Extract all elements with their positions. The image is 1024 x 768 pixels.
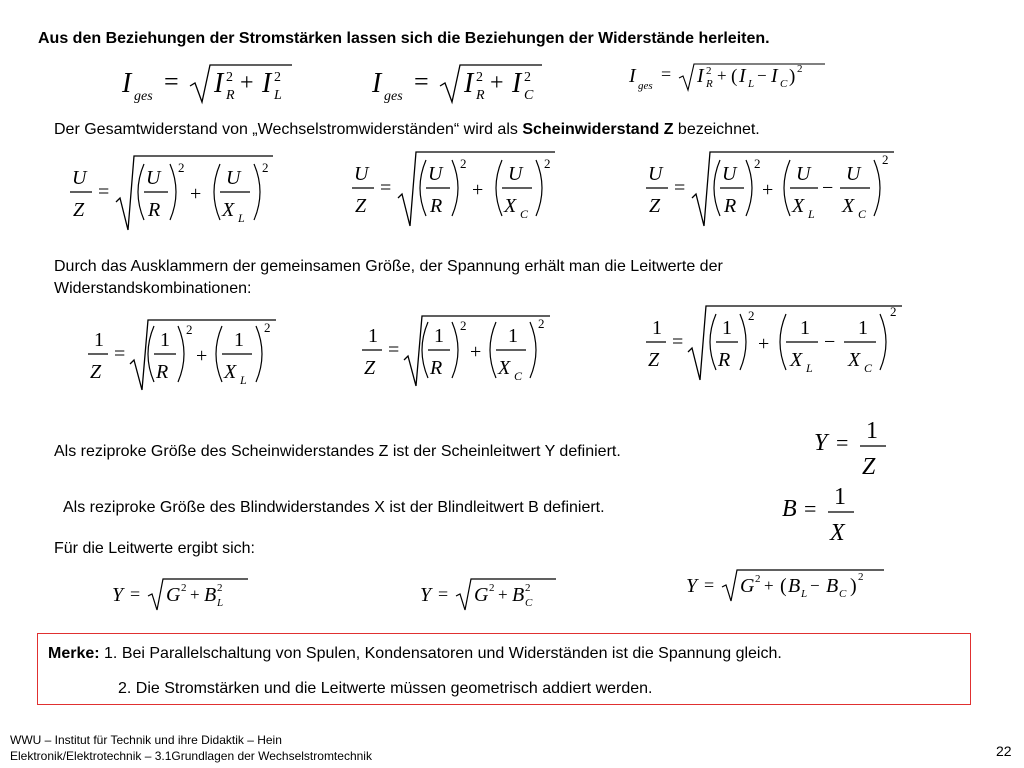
- svg-text:X: X: [790, 349, 803, 371]
- svg-text:1: 1: [160, 329, 170, 351]
- svg-text:C: C: [525, 597, 533, 609]
- svg-text:−: −: [757, 66, 767, 85]
- svg-text:1: 1: [858, 317, 868, 339]
- svg-text:U: U: [508, 163, 523, 185]
- svg-text:1: 1: [800, 317, 810, 339]
- svg-text:1: 1: [722, 317, 732, 339]
- footer-institute: WWU – Institut für Technik und ihre Didaktik – Hein: [10, 733, 282, 747]
- formula-y-glc: [684, 566, 894, 611]
- svg-text:1: 1: [234, 329, 244, 351]
- formula-admittance-rl: [86, 314, 286, 397]
- svg-text:I: I: [739, 65, 746, 87]
- svg-text:B: B: [782, 496, 797, 522]
- svg-text:=: =: [380, 177, 392, 199]
- svg-text:2: 2: [544, 156, 551, 171]
- merke-line1: [48, 644, 782, 664]
- svg-text:+: +: [472, 179, 484, 201]
- svg-text:Z: Z: [90, 361, 102, 383]
- svg-text:2: 2: [264, 320, 271, 335]
- svg-text:L: L: [238, 211, 245, 225]
- svg-text:U: U: [648, 163, 663, 185]
- svg-text:R: R: [476, 88, 485, 103]
- svg-text:Y: Y: [112, 584, 124, 606]
- svg-text:B: B: [788, 575, 801, 597]
- svg-text:G: G: [474, 584, 489, 606]
- svg-text:Z: Z: [355, 195, 367, 217]
- svg-text:1: 1: [434, 325, 444, 347]
- svg-text:B: B: [826, 575, 839, 597]
- svg-text:+: +: [764, 576, 774, 595]
- svg-text:2: 2: [797, 63, 803, 75]
- svg-text:C: C: [524, 88, 534, 103]
- svg-text:2: 2: [489, 582, 495, 594]
- svg-text:Z: Z: [364, 357, 376, 379]
- svg-text:2: 2: [538, 316, 545, 331]
- svg-text:+: +: [470, 341, 482, 363]
- svg-text:L: L: [217, 597, 224, 609]
- formula-current-rl: [120, 58, 300, 113]
- svg-text:L: L: [801, 588, 808, 600]
- svg-text:G: G: [166, 584, 181, 606]
- svg-text:C: C: [858, 207, 867, 221]
- svg-text:2: 2: [178, 160, 185, 175]
- svg-text:R: R: [430, 195, 443, 217]
- svg-text:U: U: [72, 167, 87, 189]
- svg-text:2: 2: [476, 70, 483, 85]
- svg-text:+: +: [240, 70, 254, 96]
- svg-text:U: U: [428, 163, 443, 185]
- svg-text:+: +: [196, 345, 208, 367]
- svg-text:I: I: [464, 68, 474, 99]
- svg-text:I: I: [697, 65, 704, 87]
- svg-text:2: 2: [460, 318, 467, 333]
- formula-y-definition: [812, 412, 892, 487]
- svg-text:I: I: [372, 68, 382, 99]
- leitwerte-paragraph-line2: Widerstandskombinationen:: [54, 280, 252, 297]
- svg-text:L: L: [748, 78, 755, 90]
- svg-text:L: L: [274, 88, 282, 103]
- svg-text:2: 2: [858, 571, 864, 583]
- svg-text:(: (: [780, 575, 787, 597]
- page-number: 22: [996, 743, 1012, 759]
- svg-text:L: L: [240, 373, 247, 387]
- svg-text:+: +: [717, 66, 727, 85]
- paragraph-text-end: bezeichnet.: [673, 121, 760, 138]
- svg-text:I: I: [629, 65, 636, 87]
- svg-text:B: B: [512, 584, 525, 606]
- svg-text:C: C: [514, 369, 523, 383]
- leitwerte-paragraph-line1: Durch das Ausklammern der gemeinsamen Größe, der Spannung erhält man die Leitwerte der: [54, 258, 723, 275]
- svg-text:1: 1: [866, 418, 878, 444]
- slide-heading: Aus den Beziehungen der Stromstärken lassen sich die Beziehungen der Widerstände herleiten.: [38, 30, 770, 47]
- merke-line2: 2. Die Stromstärken und die Leitwerte müssen geometrisch addiert werden.: [118, 680, 653, 697]
- svg-text:C: C: [864, 361, 873, 375]
- footer-course: Elektronik/Elektrotechnik – 3.1Grundlagen der Wechselstromtechnik: [10, 749, 372, 763]
- svg-text:=: =: [661, 64, 672, 84]
- svg-text:I: I: [262, 68, 272, 99]
- svg-text:=: =: [164, 67, 179, 96]
- svg-text:Y: Y: [814, 430, 828, 456]
- svg-text:=: =: [438, 584, 449, 604]
- svg-text:ges: ges: [384, 89, 403, 104]
- leitwerte-intro: Für die Leitwerte ergibt sich:: [54, 540, 255, 557]
- svg-text:I: I: [771, 65, 778, 87]
- formula-impedance-rl: [68, 150, 288, 237]
- svg-text:C: C: [520, 207, 529, 221]
- formula-y-gc: [418, 574, 568, 619]
- svg-text:1: 1: [94, 329, 104, 351]
- svg-text:G: G: [740, 575, 755, 597]
- svg-text:X: X: [842, 195, 855, 217]
- svg-text:+: +: [498, 585, 508, 604]
- svg-text:C: C: [780, 78, 788, 90]
- svg-text:1: 1: [652, 317, 662, 339]
- svg-text:R: R: [724, 195, 737, 217]
- svg-text:R: R: [430, 357, 443, 379]
- svg-text:R: R: [156, 361, 169, 383]
- svg-text:2: 2: [748, 308, 755, 323]
- formula-current-rlc: [627, 60, 837, 105]
- svg-text:+: +: [490, 70, 504, 96]
- scheinleitwert-paragraph: Als reziproke Größe des Scheinwiderstandes Z ist der Scheinleitwert Y definiert.: [54, 443, 621, 460]
- svg-text:ges: ges: [134, 89, 153, 104]
- svg-text:X: X: [224, 361, 237, 383]
- svg-text:Y: Y: [686, 575, 698, 597]
- svg-text:+: +: [190, 585, 200, 604]
- svg-text:U: U: [796, 163, 811, 185]
- formula-admittance-rc: [360, 310, 560, 393]
- svg-text:X: X: [830, 520, 845, 546]
- svg-text:+: +: [762, 179, 774, 201]
- svg-text:L: L: [806, 361, 813, 375]
- svg-text:−: −: [810, 576, 820, 595]
- svg-text:+: +: [190, 183, 202, 205]
- svg-text:=: =: [414, 67, 429, 96]
- svg-text:R: R: [148, 199, 161, 221]
- svg-text:2: 2: [524, 70, 531, 85]
- svg-text:=: =: [130, 584, 141, 604]
- svg-text:X: X: [792, 195, 805, 217]
- svg-text:X: X: [848, 349, 861, 371]
- svg-text:B: B: [204, 584, 217, 606]
- svg-text:I: I: [512, 68, 522, 99]
- formula-impedance-rc: [350, 146, 570, 233]
- formula-y-gl: [110, 574, 260, 619]
- svg-text:2: 2: [262, 160, 269, 175]
- svg-text:): ): [850, 575, 857, 597]
- svg-text:2: 2: [181, 582, 187, 594]
- merke-label: Merke:: [48, 645, 100, 662]
- formula-b-definition: [780, 478, 860, 553]
- svg-text:=: =: [674, 177, 686, 199]
- svg-text:R: R: [718, 349, 731, 371]
- svg-text:1: 1: [508, 325, 518, 347]
- svg-text:=: =: [836, 430, 849, 455]
- svg-text:1: 1: [834, 484, 846, 510]
- svg-text:1: 1: [368, 325, 378, 347]
- svg-text:2: 2: [754, 156, 761, 171]
- svg-text:X: X: [222, 199, 235, 221]
- svg-text:Z: Z: [648, 349, 660, 371]
- svg-text:2: 2: [274, 70, 281, 85]
- svg-text:R: R: [226, 88, 235, 103]
- svg-text:2: 2: [226, 70, 233, 85]
- svg-text:=: =: [114, 343, 126, 365]
- svg-text:(: (: [731, 66, 738, 87]
- svg-text:Z: Z: [73, 199, 85, 221]
- svg-text:X: X: [504, 195, 517, 217]
- merke-text-1: 1. Bei Parallelschaltung von Spulen, Kondensatoren und Widerständen ist die Spannung gleich.: [99, 645, 782, 662]
- formula-impedance-rlc: [644, 146, 904, 233]
- svg-text:Z: Z: [862, 454, 876, 480]
- svg-text:2: 2: [525, 582, 531, 594]
- svg-text:2: 2: [186, 322, 193, 337]
- svg-text:U: U: [354, 163, 369, 185]
- blindleitwert-paragraph: Als reziproke Größe des Blindwiderstandes X ist der Blindleitwert B definiert.: [63, 499, 605, 516]
- svg-text:−: −: [824, 331, 836, 353]
- svg-text:2: 2: [460, 156, 467, 171]
- paragraph-text: Der Gesamtwiderstand von „Wechselstromwiderständen“ wird als: [54, 121, 523, 138]
- svg-text:U: U: [226, 167, 241, 189]
- svg-text:U: U: [146, 167, 161, 189]
- svg-text:2: 2: [890, 304, 897, 319]
- formula-admittance-rlc: [644, 300, 904, 387]
- svg-text:ges: ges: [638, 80, 653, 92]
- scheinwiderstand-term: Scheinwiderstand Z: [522, 121, 674, 138]
- svg-text:+: +: [758, 333, 770, 355]
- svg-text:=: =: [672, 331, 684, 353]
- svg-text:=: =: [98, 181, 110, 203]
- scheinwiderstand-paragraph: [54, 120, 760, 140]
- svg-text:2: 2: [706, 65, 712, 77]
- svg-text:=: =: [388, 339, 400, 361]
- svg-text:I: I: [214, 68, 224, 99]
- svg-text:2: 2: [755, 573, 761, 585]
- svg-text:=: =: [704, 575, 715, 595]
- formula-current-rc: [370, 58, 550, 113]
- svg-text:U: U: [846, 163, 861, 185]
- svg-text:2: 2: [217, 582, 223, 594]
- svg-text:Y: Y: [420, 584, 432, 606]
- svg-text:): ): [789, 66, 796, 87]
- svg-text:C: C: [839, 588, 847, 600]
- svg-text:=: =: [804, 496, 817, 521]
- svg-text:R: R: [706, 78, 713, 90]
- merke-box: [37, 633, 971, 705]
- svg-text:U: U: [722, 163, 737, 185]
- svg-text:X: X: [498, 357, 511, 379]
- svg-text:Z: Z: [649, 195, 661, 217]
- svg-text:−: −: [822, 177, 834, 199]
- svg-text:2: 2: [882, 152, 889, 167]
- svg-text:I: I: [122, 68, 132, 99]
- svg-text:L: L: [808, 207, 815, 221]
